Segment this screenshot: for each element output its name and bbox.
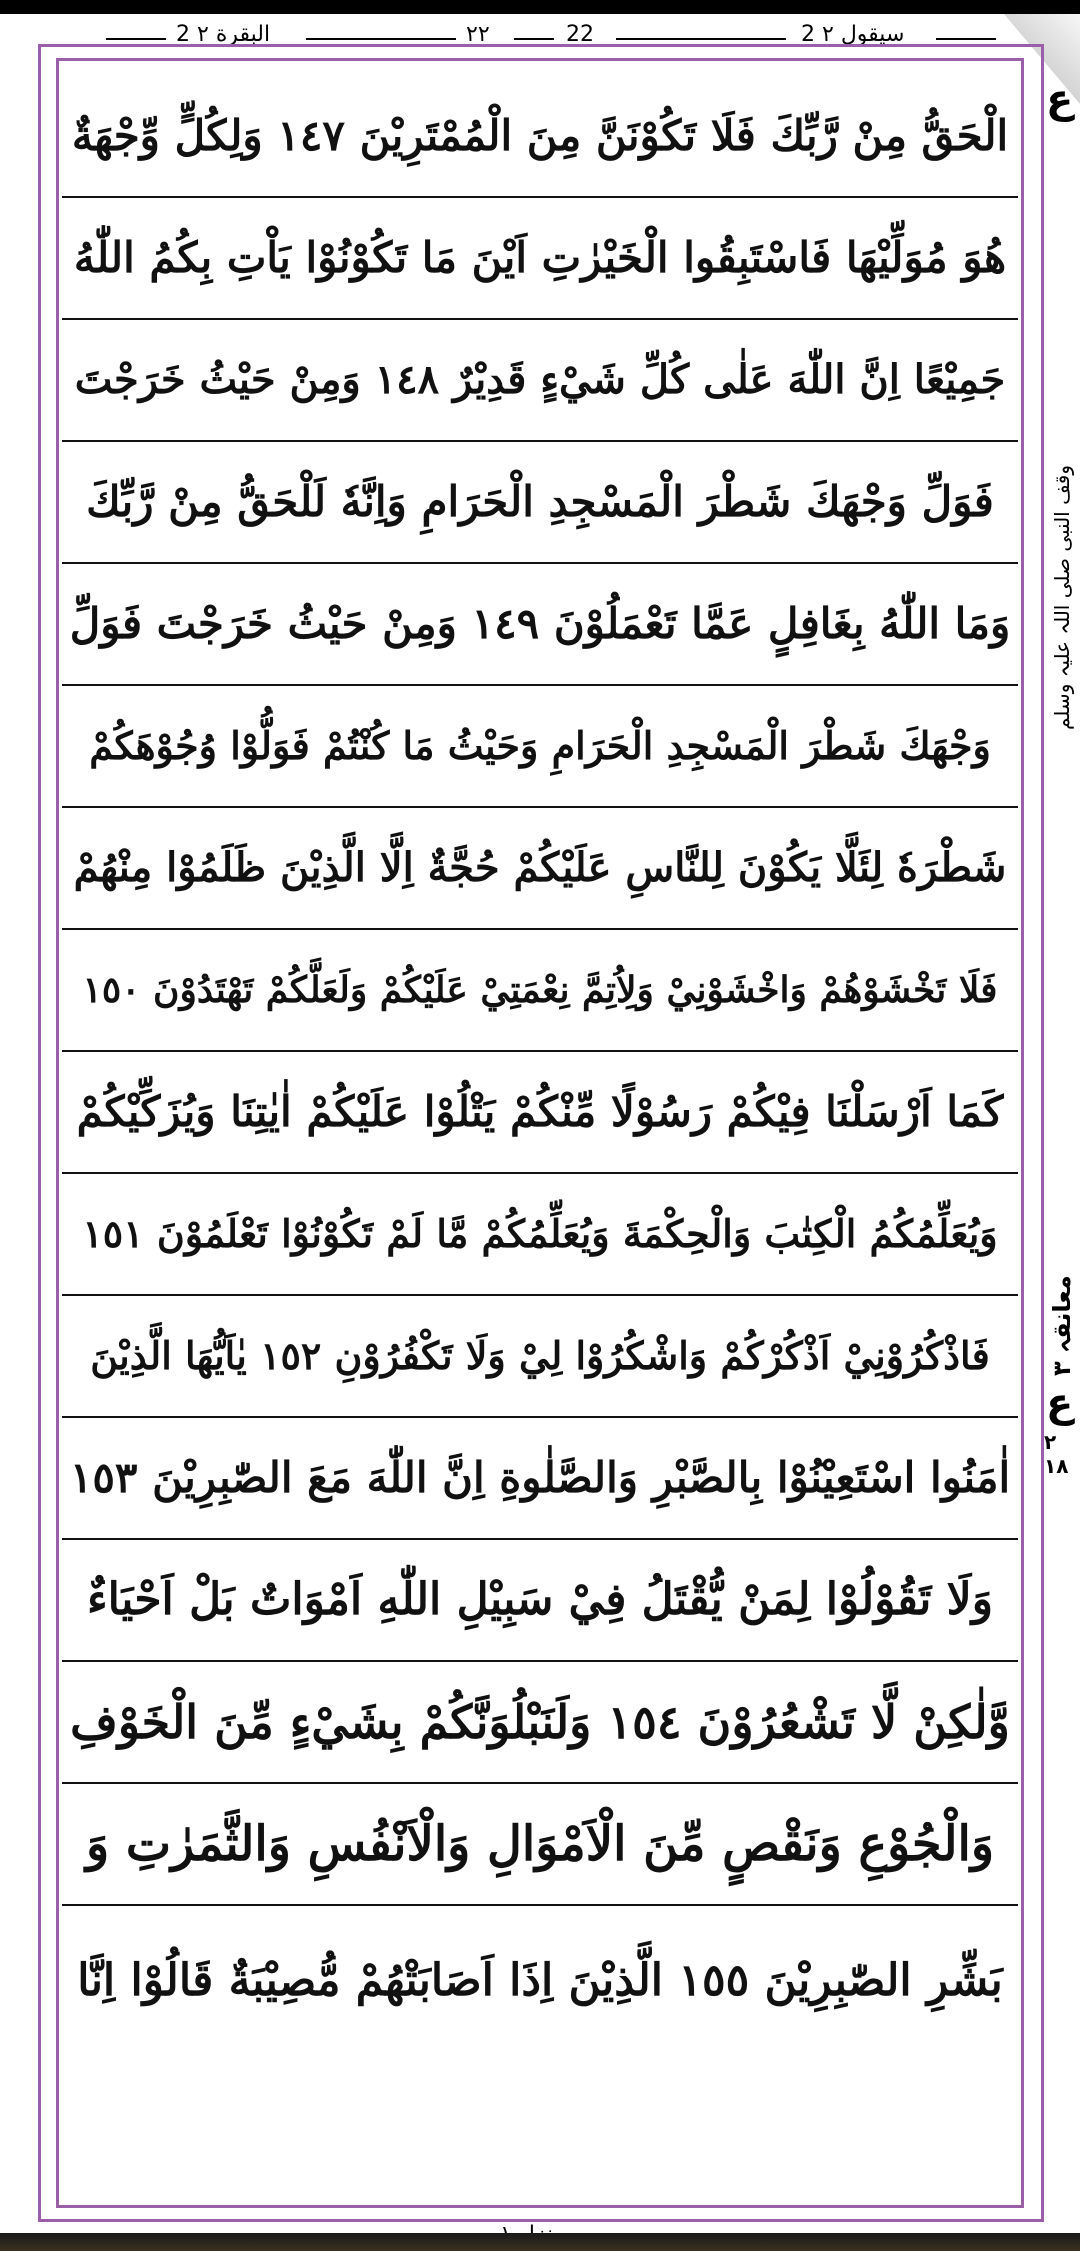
verse-line [62, 1906, 1018, 2056]
header-rule [936, 38, 996, 40]
margin-note-waqf: وقف النبی صلی اللہ علیہ وسلم [1050, 464, 1074, 730]
header-rule [306, 38, 456, 40]
verse-line [62, 442, 1018, 564]
verse-text: وَلَا تَقُوْلُوْا لِمَنْ يُّقْتَلُ فِيْ سَبِيْلِ اللّٰهِ اَمْوَاتٌ بَلْ اَحْيَاءٌ [86, 1574, 994, 1625]
verse-line [62, 1052, 1018, 1174]
verse-line [62, 1296, 1018, 1418]
ruku-mark: ع [1046, 76, 1074, 122]
ruku-mark: ع [1046, 1380, 1074, 1426]
verse-text: وَالْجُوْعِ وَنَقْصٍ مِّنَ الْاَمْوَالِ وَالْاَنْفُسِ وَالثَّمَرٰتِ وَ [85, 1816, 995, 1872]
verse-text: شَطْرَهٗ لِئَلَّا يَكُوْنَ لِلنَّاسِ عَلَيْكُمْ حُجَّةٌ اِلَّا الَّذِيْنَ ظَلَمُوْا مِنْهُمْ [73, 844, 1007, 891]
verse-text: اٰمَنُوا اسْتَعِيْنُوْا بِالصَّبْرِ وَالصَّلٰوةِ اِنَّ اللّٰهَ مَعَ الصّٰبِرِيْنَ ١٥٣ [70, 1453, 1010, 1502]
verse-line [62, 1418, 1018, 1540]
verse-text: الْحَقُّ مِنْ رَّبِّكَ فَلَا تَكُوْنَنَّ مِنَ الْمُمْتَرِيْنَ ١٤٧ وَلِكُلٍّ وِّجْهَةٌ [71, 111, 1009, 160]
verse-text: كَمَا اَرْسَلْنَا فِيْكُمْ رَسُوْلًا مِّنْكُمْ يَتْلُوْا عَلَيْكُمْ اٰيٰتِنَا وَيُزَكِّيْكُمْ [76, 1087, 1004, 1136]
verse-line [62, 930, 1018, 1052]
verse-line [62, 808, 1018, 930]
verse-line [62, 320, 1018, 442]
verse-text: هُوَ مُوَلِّيْهَا فَاسْتَبِقُوا الْخَيْرٰتِ اَيْنَ مَا تَكُوْنُوْا يَاْتِ بِكُمُ اللّٰهُ [73, 233, 1007, 282]
margin-note-muanaqah: معانقہ ٣ [1048, 1275, 1076, 1376]
surah-label: 2 البقرة ٢ [176, 22, 271, 47]
status-bar [0, 0, 1080, 14]
verse-line [62, 76, 1018, 198]
verse-line [62, 686, 1018, 808]
verse-text: فَاذْكُرُوْنِيْ اَذْكُرْكُمْ وَاشْكُرُوْا لِيْ وَلَا تَكْفُرُوْنِ ١٥٢ يٰاَيُّهَا الَّذِيْنَ [90, 1333, 990, 1378]
ruku-numbers: ٢ ١٨ [1044, 1430, 1069, 1478]
verse-line [62, 1662, 1018, 1784]
verse-line [62, 1784, 1018, 1906]
verse-line [62, 1174, 1018, 1296]
verse-line [62, 564, 1018, 686]
verse-text: فَوَلِّ وَجْهَكَ شَطْرَ الْمَسْجِدِ الْحَرَامِ وَاِنَّهٗ لَلْحَقُّ مِنْ رَّبِّكَ [86, 477, 994, 526]
verse-text: فَلَا تَخْشَوْهُمْ وَاخْشَوْنِيْ وَلِاُتِمَّ نِعْمَتِيْ عَلَيْكُمْ وَلَعَلَّكُمْ تَهْتَدُوْنَ ١٥٠ [82, 969, 998, 1011]
verse-text: وَجْهَكَ شَطْرَ الْمَسْجِدِ الْحَرَامِ وَحَيْثُ مَا كُنْتُمْ فَوَلُّوْا وُجُوْهَكُمْ [89, 723, 991, 768]
verse-line [62, 1540, 1018, 1662]
header-rule [616, 38, 786, 40]
bottom-bar [0, 2233, 1080, 2251]
para-label: 2 سیقول ٢ [801, 22, 905, 47]
header-rule [106, 38, 166, 40]
page-number-arabic: ٢٢ [466, 22, 490, 47]
verse-text: جَمِيْعًا اِنَّ اللّٰهَ عَلٰى كُلِّ شَيْءٍ قَدِيْرٌ ١٤٨ وَمِنْ حَيْثُ خَرَجْتَ [74, 356, 1006, 403]
verse-text: وَمَا اللّٰهُ بِغَافِلٍ عَمَّا تَعْمَلُوْنَ ١٤٩ وَمِنْ حَيْثُ خَرَجْتَ فَوَلِّ [70, 599, 1010, 648]
verse-text: وَيُعَلِّمُكُمُ الْكِتٰبَ وَالْحِكْمَةَ وَيُعَلِّمُكُمْ مَّا لَمْ تَكُوْنُوْا تَعْلَمُوْنَ ١٥١ [82, 1211, 998, 1256]
header-rule [514, 38, 554, 40]
verse-line [62, 198, 1018, 320]
page-number: 22 [566, 22, 594, 47]
verse-text: بَشِّرِ الصّٰبِرِيْنَ ١٥٥ الَّذِيْنَ اِذَا اَصَابَتْهُمْ مُّصِيْبَةٌ قَالُوْا اِنَّا [77, 1955, 1003, 2006]
verse-text: وَّلٰكِنْ لَّا تَشْعُرُوْنَ ١٥٤ وَلَنَبْلُوَنَّكُمْ بِشَيْءٍ مِّنَ الْخَوْفِ [70, 1695, 1010, 1749]
